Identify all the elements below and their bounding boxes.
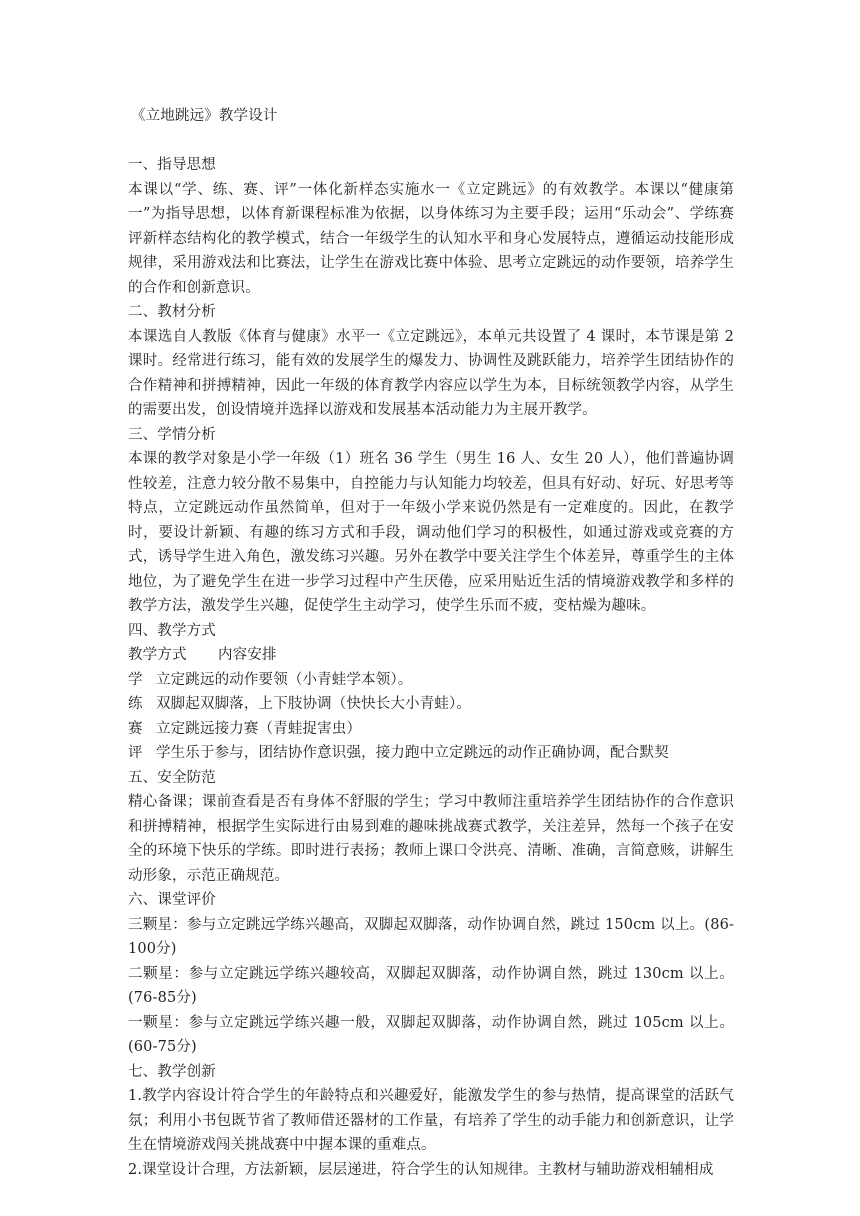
section-heading-student-analysis: 三、学情分析: [128, 426, 216, 443]
innovation-point-1: 1.教学内容设计符合学生的年龄特点和兴趣爱好，能激发学生的参与热情，提高课堂的活跃气氛；利用小书包既节省了教师借还器材的工作量，有培养了学生的动手能力和创新意识，让学生在情境游戏闯关挑战赛中中握本课的重难点。: [128, 1088, 734, 1153]
section-paragraph: 本课的教学对象是小学一年级（1）班名 36 学生（男生 16 人、女生 20 人），他们普遍协调性较差，注意力较分散不易集中，自控能力与认知能力均较差，但具有好动、好玩、好思考等特点，立定跳远动作虽然简单，但对于一年级小学来说仍然是有一定难度的。因此，在教学时，要设计新颖、有趣的练习方式和手段，调动他们学习的积极性，如通过游戏或竞赛的方式，诱导学生进入角色，激发练习兴趣。另外在教学中要关注学生个体差异，尊重学生的主体地位，为了避免学生在进一步学习过程中产生厌倦，应采用贴近生活的情境游戏教学和多样的教学方法，激发学生兴趣，促使学生主动学习，使学生乐而不疲，变枯燥为趣味。: [128, 451, 734, 614]
table-row: [128, 717, 734, 742]
innovation-point-2: 2.课堂设计合理，方法新颖，层层递进，符合学生的认知规律。主教材与辅助游戏相辅相成: [128, 1161, 714, 1178]
document-title: 《立地跳远》教学设计: [131, 108, 278, 124]
table-cell: 赛: [128, 720, 143, 737]
table-cell: 学生乐于参与，团结协作意识强，接力跑中立定跳远的动作正确协调，配合默契: [156, 745, 669, 761]
section-heading-teaching-method: 四、教学方式: [128, 622, 216, 639]
teaching-method-table: [128, 643, 734, 766]
table-cell: 练: [128, 696, 143, 712]
section-paragraph: 本课选自人教版《体育与健康》水平一《立定跳远》，本单元共设置了 4 课时，本节课是第 2 课时。经常进行练习，能有效的发展学生的爆发力、协调性及跳跃能力，培养学生团结协作的合作精神和拼搏精神，因此一年级的体育教学内容应以学生为本，目标统领教学内容，从学生的需要出发，创设情境并选择以游戏和发展基本活动能力为主展开教学。: [128, 328, 734, 418]
table-header-cell: 教学方式: [128, 647, 187, 663]
section-heading-guiding-ideology: 一、指导思想: [128, 157, 216, 173]
section-heading-safety: 五、安全防范: [128, 769, 216, 786]
table-cell: 立定跳远的动作要领（小青蛙学本领）。: [156, 671, 413, 688]
table-cell: 学: [128, 671, 143, 688]
table-cell: 立定跳远接力赛（青蛙捉害虫）: [156, 720, 362, 737]
table-cell: 双脚起双脚落，上下肢协调（快快长大小青蛙）。: [156, 696, 472, 712]
table-header-cell: 内容安排: [218, 647, 277, 663]
table-cell: 评: [128, 745, 143, 761]
section-paragraph: 精心备课；课前查看是否有身体不舒服的学生；学习中教师注重培养学生团结协作的合作意识和拼搏精神，根据学生实际进行由易到难的趣味挑战赛式教学，关注差异，然每一个孩子在安全的环境下快乐的学练。即时进行表扬；教师上课口令洪亮、清晰、准确，言简意赅，讲解生动形象，示范正确规范。: [128, 794, 734, 884]
evaluation-two-stars: 二颗星：参与立定跳远学练兴趣较高，双脚起双脚落，动作协调自然，跳过 130cm 以上。(76-85分): [128, 965, 734, 1006]
evaluation-three-stars: 三颗星：参与立定跳远学练兴趣高，双脚起双脚落，动作协调自然，跳过 150cm 以上。(86-100分): [128, 916, 734, 957]
section-heading-evaluation: 六、课堂评价: [128, 892, 216, 908]
section-heading-material-analysis: 二、教材分析: [128, 304, 216, 320]
section-heading-innovation: 七、教学创新: [128, 1063, 216, 1080]
table-row: [128, 692, 734, 717]
table-row: [128, 668, 734, 693]
evaluation-one-star: 一颗星：参与立定跳远学练兴趣一般，双脚起双脚落，动作协调自然，跳过 105cm 以上。(60-75分): [128, 1014, 734, 1055]
document-page: [128, 104, 734, 1182]
section-paragraph: 本课以“学、练、赛、评”一体化新样态实施水一《立定跳远》的有效教学。本课以“健康第一”为指导思想，以体育新课程标准为依据，以身体练习为主要手段；运用“乐动会”、学练赛评新样态结构化的教学模式，结合一年级学生的认知水平和身心发展特点，遵循运动技能形成规律，采用游戏法和比赛法，让学生在游戏比赛中体验、思考立定跳远的动作要领，培养学生的合作和创新意识。: [128, 181, 734, 296]
table-row: [128, 643, 734, 668]
table-row: [128, 741, 734, 766]
